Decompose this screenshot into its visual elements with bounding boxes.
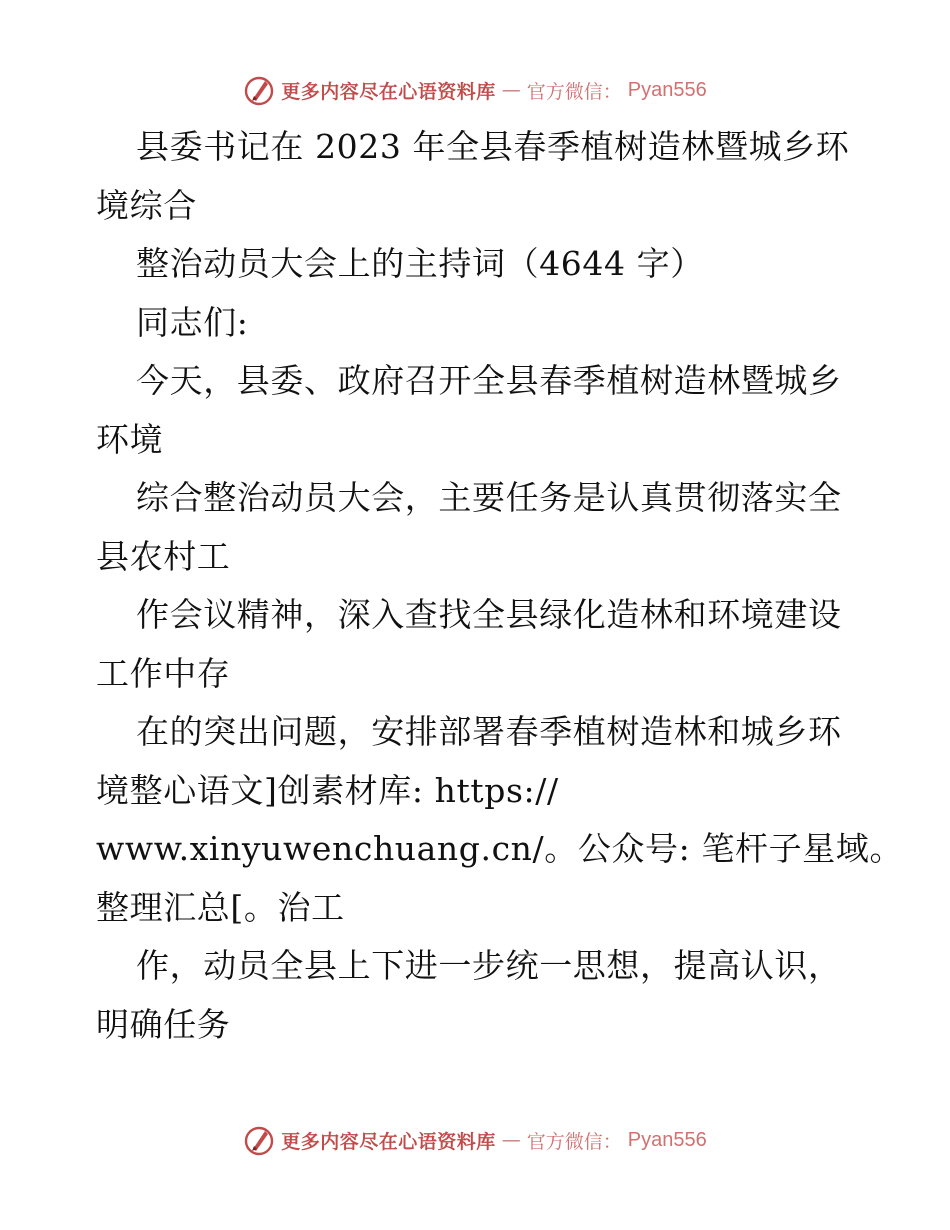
header-dash: — <box>501 79 521 101</box>
body-line: 整治动员大会上的主持词（4644 字） <box>136 244 704 283</box>
body-line: 同志们: <box>136 302 249 342</box>
body-line: 工作中存 <box>96 653 231 693</box>
body-line: 综合整治动员大会，主要任务是认真贯彻落实全 <box>136 478 842 517</box>
document-body <box>96 118 904 1054</box>
footer-brand-text: 更多内容尽在心语资料库 <box>281 1130 496 1153</box>
header-wechat-id: Pyan556 <box>627 78 707 101</box>
header-brand-text: 更多内容尽在心语资料库 <box>281 80 496 103</box>
body-line: 环境 <box>96 419 164 459</box>
footer-dash: — <box>501 1129 521 1151</box>
body-line: 作，动员全县上下进一步统一思想，提高认识， <box>136 946 842 985</box>
body-line: 今天，县委、政府召开全县春季植树造林暨城乡 <box>136 361 842 400</box>
body-line: 作会议精神，深入查找全县绿化造林和环境建设 <box>136 595 842 634</box>
quill-pen-logo-icon <box>243 74 275 106</box>
body-line: 明确任务 <box>96 1004 231 1044</box>
header-banner <box>0 70 950 110</box>
body-line: 县委书记在 2023 年全县春季植树造林暨城乡环 <box>136 127 850 166</box>
footer-banner <box>0 1120 950 1160</box>
body-line: 境整心语文]创素材库: https:// <box>96 770 559 810</box>
body-line: 在的突出问题，安排部署春季植树造林和城乡环 <box>136 712 842 751</box>
body-line: 境综合 <box>96 185 197 225</box>
footer-wechat-label: 官方微信： <box>526 1130 622 1153</box>
quill-pen-logo-icon <box>243 1124 275 1156</box>
header-wechat-label: 官方微信： <box>526 80 622 103</box>
body-line: 县农村工 <box>96 536 231 576</box>
body-line: www.xinyuwenchuang.cn/。公众号: 笔杆子星域。 <box>96 829 904 868</box>
body-line: 整理汇总[。治工 <box>96 887 345 927</box>
footer-wechat-id: Pyan556 <box>627 1128 707 1151</box>
